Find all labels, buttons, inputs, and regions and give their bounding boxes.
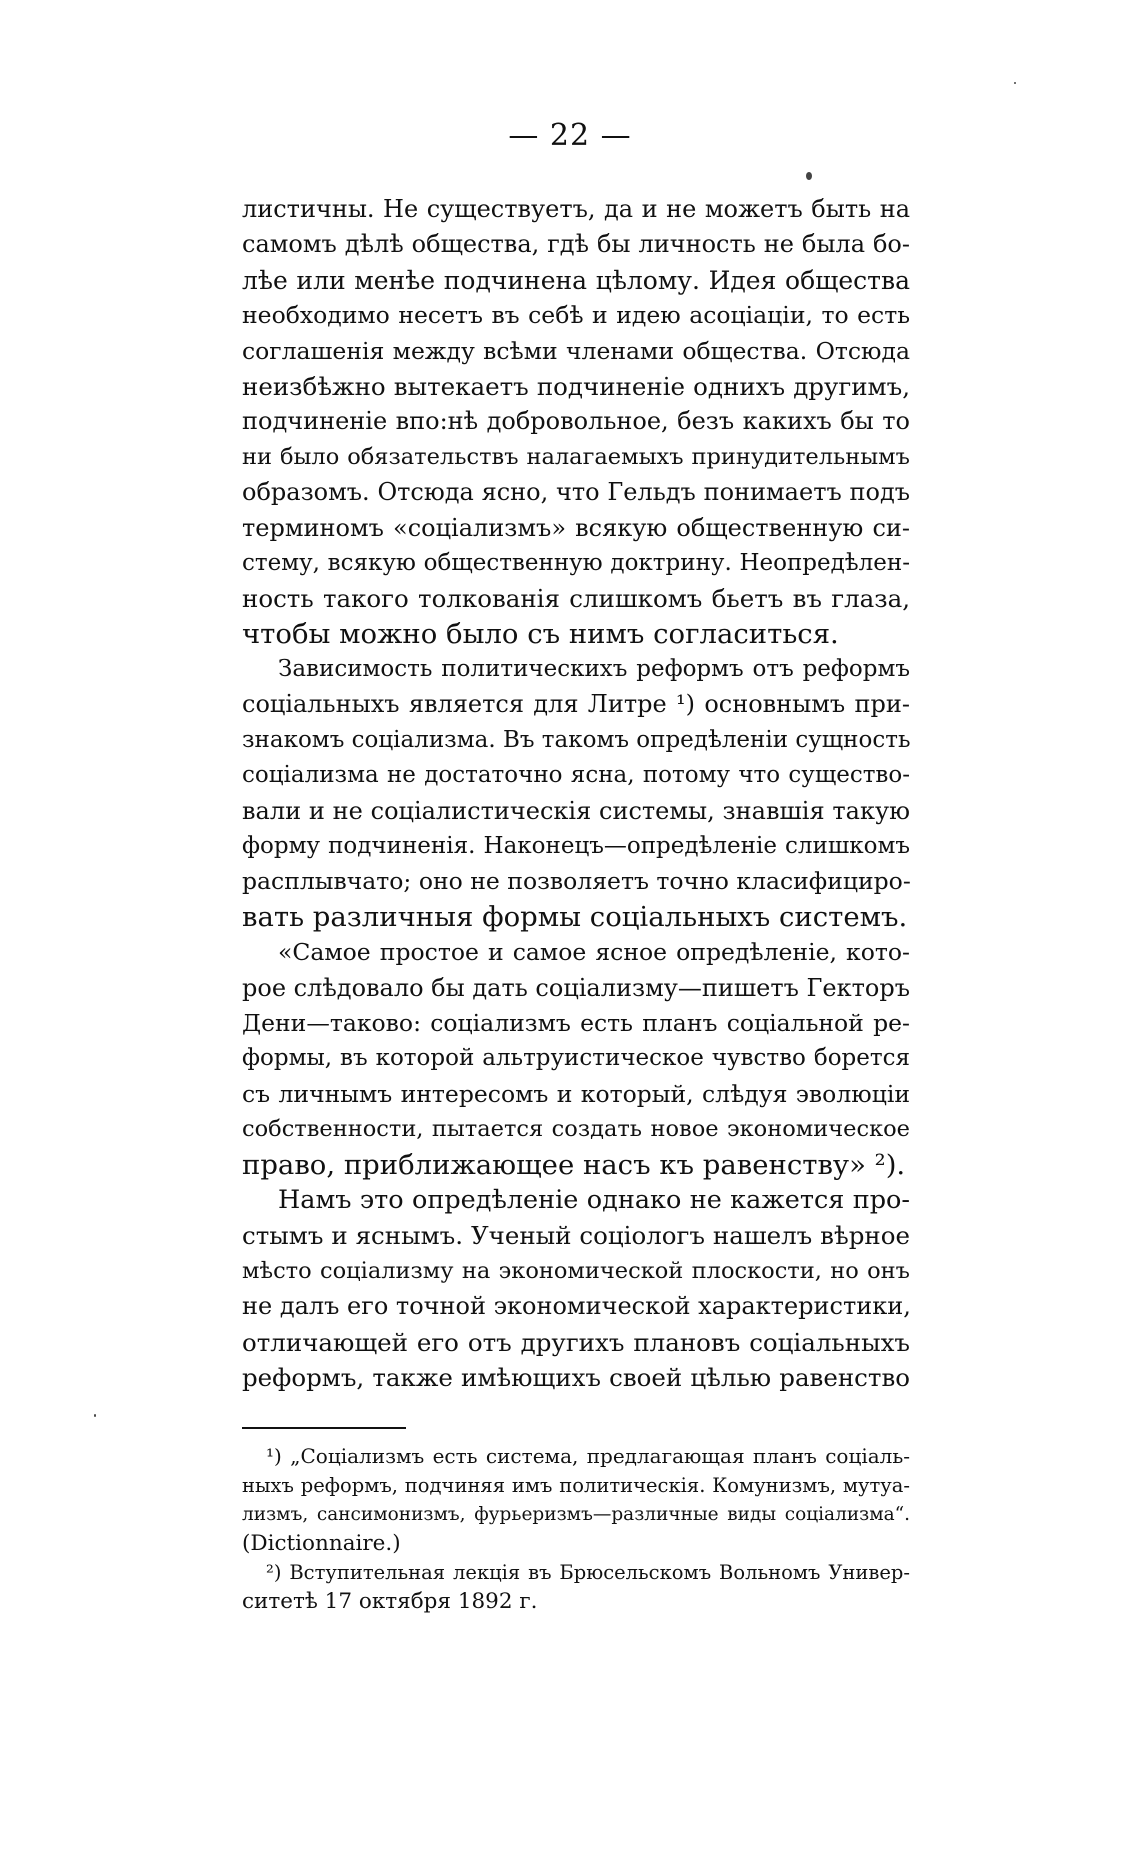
text-line: собственности, пытается создать новое экономическое — [242, 1116, 910, 1143]
text-line: самомъ дѣлѣ общества, гдѣ бы личность не была бо- — [242, 230, 910, 259]
text-line: «Самое простое и самое ясное опредѣленіе, кото- — [278, 938, 910, 967]
text-line: соціальныхъ является для Литре ¹) основнымъ при- — [242, 690, 910, 719]
footnote-divider — [242, 1427, 406, 1429]
text-line: образомъ. Отсюда ясно, что Гельдъ понимаетъ подъ — [242, 478, 910, 507]
text-line: Дени—таково: соціализмъ есть планъ соціальной ре- — [242, 1008, 910, 1037]
text-line: ни было обязательствъ налагаемыхъ принудительнымъ — [242, 443, 910, 470]
footnote-1 — [242, 1442, 910, 1558]
text-line: чтобы можно было съ нимъ согласиться. — [242, 617, 839, 650]
footnote-2 — [242, 1558, 910, 1616]
text-line: стымъ и яснымъ. Ученый соціологъ нашелъ вѣрное — [242, 1221, 910, 1251]
text-line: знакомъ соціализма. Въ такомъ опредѣленіи сущность — [242, 726, 911, 753]
text-line: вать различныя формы соціальныхъ системъ. — [242, 900, 908, 933]
text-line: Намъ это опредѣленіе однако не кажется про- — [278, 1184, 910, 1215]
paragraph — [242, 1183, 910, 1395]
text-line: терминомъ «соціализмъ» всякую общественную си- — [242, 513, 910, 542]
text-line: соглашенія между всѣми членами общества. Отсюда — [242, 336, 910, 365]
body-text — [242, 192, 910, 1395]
text-line: съ личнымъ интересомъ и который, слѣдуя эволюціи — [242, 1079, 910, 1108]
footnote-line: лизмъ, сансимонизмъ, фурьеризмъ—различные виды соціализма“. — [242, 1504, 910, 1525]
text-line: ность такого толкованія слишкомъ бьетъ въ глаза, — [242, 584, 910, 614]
text-line: Зависимость политическихъ реформъ отъ реформъ — [278, 656, 910, 683]
text-line: необходимо несетъ въ себѣ и идею асоціаціи, то есть — [242, 301, 910, 330]
footnotes — [242, 1442, 910, 1616]
text-line: право, приближающее насъ къ равенству» ²). — [242, 1148, 906, 1181]
footnote-line: ситетѣ 17 октября 1892 г. — [242, 1589, 538, 1614]
footnote-line: ныхъ реформъ, подчиняя имъ политическія. Комунизмъ, мутуа- — [242, 1474, 910, 1497]
text-line: неизбѣжно вытекаетъ подчиненіе однихъ другимъ, — [242, 371, 910, 401]
text-line: листичны. Не существуетъ, да и не можетъ быть на — [242, 195, 910, 223]
text-line: не далъ его точной экономической характеристики, — [242, 1292, 911, 1321]
text-line: форму подчиненія. Наконецъ—опредѣленіе слишкомъ — [242, 833, 910, 860]
footnote-line: (Dictionnaire.) — [242, 1531, 401, 1556]
text-line: реформъ, также имѣющихъ своей цѣлью равенство — [242, 1362, 910, 1392]
text-line: подчиненіе впо:нѣ добровольное, безъ какихъ бы то — [242, 407, 910, 436]
ink-speck — [1014, 82, 1016, 84]
paragraph — [242, 192, 910, 652]
text-line: вали и не соціалистическія системы, знавшія такую — [242, 796, 910, 825]
page-number: — 22 — — [508, 118, 632, 153]
text-line: соціализма не достаточно ясна, потому что существо- — [242, 762, 910, 789]
footnote-line: ¹) „Соціализмъ есть система, предлагающая планъ соціаль- — [266, 1444, 910, 1468]
text-line: расплывчато; оно не позволяетъ точно класифициро- — [242, 867, 911, 896]
ink-speck — [806, 172, 812, 180]
text-line: стему, всякую общественную доктрину. Неопредѣлен- — [242, 549, 910, 576]
text-line: отличающей его отъ другихъ плановъ соціальныхъ — [242, 1327, 910, 1357]
text-line: формы, въ которой альтруистическое чувство борется — [242, 1045, 910, 1072]
paragraph — [242, 652, 910, 935]
ink-speck — [94, 1414, 96, 1417]
paragraph — [242, 935, 910, 1183]
text-line: рое слѣдовало бы дать соціализму—пишетъ Гекторъ — [242, 973, 910, 1002]
footnote-line: ²) Вступительная лекція въ Брюсельскомъ Вольномъ Универ- — [266, 1561, 910, 1584]
text-line: мѣсто соціализму на экономической плоскости, но онъ — [242, 1257, 910, 1284]
text-line: лѣе или менѣе подчинена цѣлому. Идея общества — [242, 265, 910, 295]
